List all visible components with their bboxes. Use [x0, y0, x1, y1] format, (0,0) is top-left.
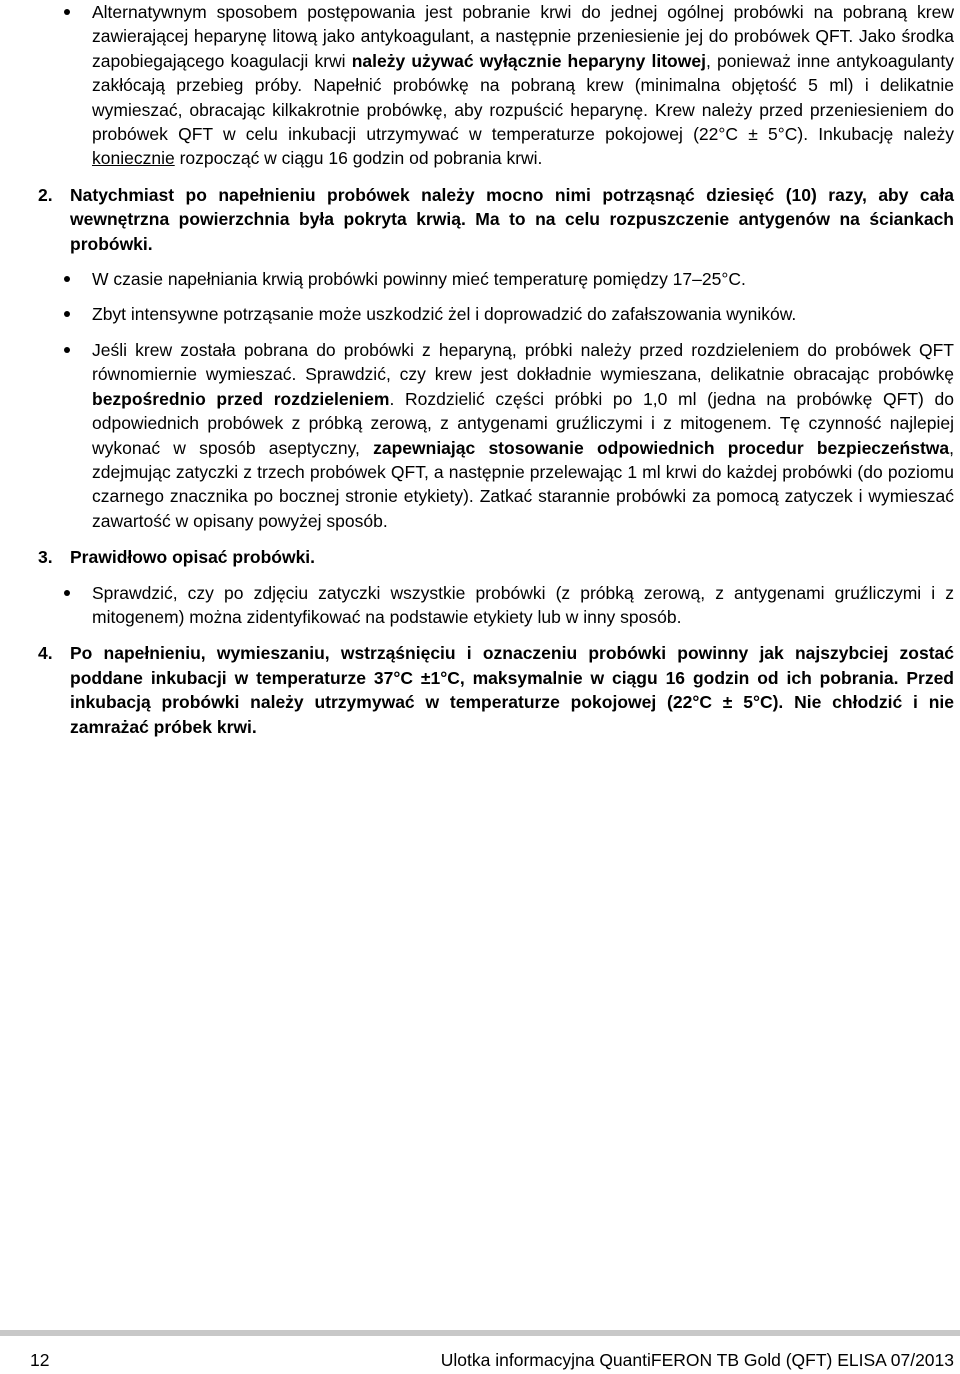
step-number: 2.: [38, 184, 53, 205]
para-text: , ponieważ inne antykoagulanty zakłócają przebieg próby. Napełnić probówkę na pobraną krew (minimalna objętość 5 ml) i delikatnie wymieszać, obracając kilkakrotnie probówkę, aby rozpuścić heparynę. Krew należy przed przeniesieniem do probówek QFT w celu inkubacji utrzymywać w temperaturze pokojowej (22°C ± 5°C). Inkubację należy: [92, 50, 954, 145]
bullet-dot: [64, 276, 70, 282]
para-bold: zapewniając stosowanie odpowiednich procedur bezpieczeństwa: [373, 437, 950, 458]
para-text: , zdejmując zatyczki z trzech probówek QFT, a następnie przelewając 1 ml krwi do każdej probówki (do poziomu czarnego znacznika po bocznej stronie etykiety). Zatkać starannie probówki za pomocą zatyczek i wymieszać zawartość w opisany powyżej sposób.: [92, 437, 954, 531]
bullet-dot: [64, 590, 70, 596]
step-text: Prawidłowo opisać probówki.: [70, 547, 316, 568]
bullet-text: Sprawdzić, czy po zdjęciu zatyczki wszystkie probówki (z próbką zerową, z antygenami gruźliczymi i z mitogenem) można zidentyfikować na podstawie etykiety lub w inny sposób.: [92, 582, 954, 627]
page-number: 12: [30, 1350, 50, 1370]
bullet-text: Zbyt intensywne potrząsanie może uszkodzić żel i doprowadzić do zafałszowania wyników.: [92, 304, 797, 325]
step2-bullet-heparin: [40, 338, 954, 533]
step-text: Po napełnieniu, wymieszaniu, wstrząśnięciu i oznaczeniu probówki powinny jak najszybciej zostać poddane inkubacji w temperaturze 37°C ±1°C, maksymalnie w ciągu 16 godzin od ich pobrania. Przed inkubacją probówki należy utrzymywać w temperaturze pokojowej (22°C ± 5°C). Nie chłodzić i nie zamrażać próbek krwi.: [70, 643, 954, 737]
footer-divider: [0, 1330, 960, 1336]
footer-title: Ulotka informacyjna QuantiFERON TB Gold (QFT) ELISA 07/2013: [440, 1350, 954, 1370]
para-text: . Rozdzielić części próbki po 1,0 ml (jedna na probówkę QFT) do odpowiednich probówek z próbką zerową, z antygenami gruźliczymi i z mitogenem. Tę czynność najlepiej wykonać w sposób aseptyczny,: [92, 388, 954, 458]
bullet-dot: [64, 9, 70, 15]
bullet-dot: [64, 311, 70, 317]
step-2: [40, 183, 954, 256]
page-content: [40, 0, 954, 739]
page-footer: [0, 1350, 960, 1374]
bullet-alternative-method: [40, 0, 954, 171]
step-3: [40, 545, 954, 569]
step-4: [40, 641, 954, 739]
para-text: rozpocząć w ciągu 16 godzin od pobrania krwi.: [174, 148, 543, 169]
step-number: 4.: [38, 643, 53, 664]
para-bold: należy używać wyłącznie heparyny litowej: [351, 50, 706, 71]
step2-bullet-temperature: [40, 267, 954, 291]
para-bold: bezpośrednio przed rozdzieleniem: [92, 388, 390, 409]
bullet-dot: [64, 347, 70, 353]
para-underline: koniecznie: [92, 148, 175, 169]
step2-bullet-shaking: [40, 302, 954, 326]
step3-bullet-labels: [40, 581, 954, 630]
step-text: Natychmiast po napełnieniu probówek należy mocno nimi potrząsnąć dziesięć (10) razy, aby cała wewnętrzna powierzchnia była pokryta krwią. Ma to na celu rozpuszczenie antygenów na ściankach probówki.: [70, 184, 954, 254]
step-number: 3.: [38, 547, 53, 568]
bullet-text: W czasie napełniania krwią probówki powinny mieć temperaturę pomiędzy 17–25°C.: [92, 269, 746, 290]
para-text: Jeśli krew została pobrana do probówki z heparyną, próbki należy przed rozdzieleniem do probówek QFT równomiernie wymieszać. Sprawdzić, czy krew jest dokładnie wymieszana, delikatnie obracając probówkę: [92, 339, 954, 385]
para-text: Alternatywnym sposobem postępowania jest pobranie krwi do jednej ogólnej probówki na pobraną krew zawierającej heparynę litową jako antykoagulant, a następnie przeniesienie jej do probówek QFT. Jako środka zapobiegającego koagulacji krwi: [92, 2, 954, 71]
